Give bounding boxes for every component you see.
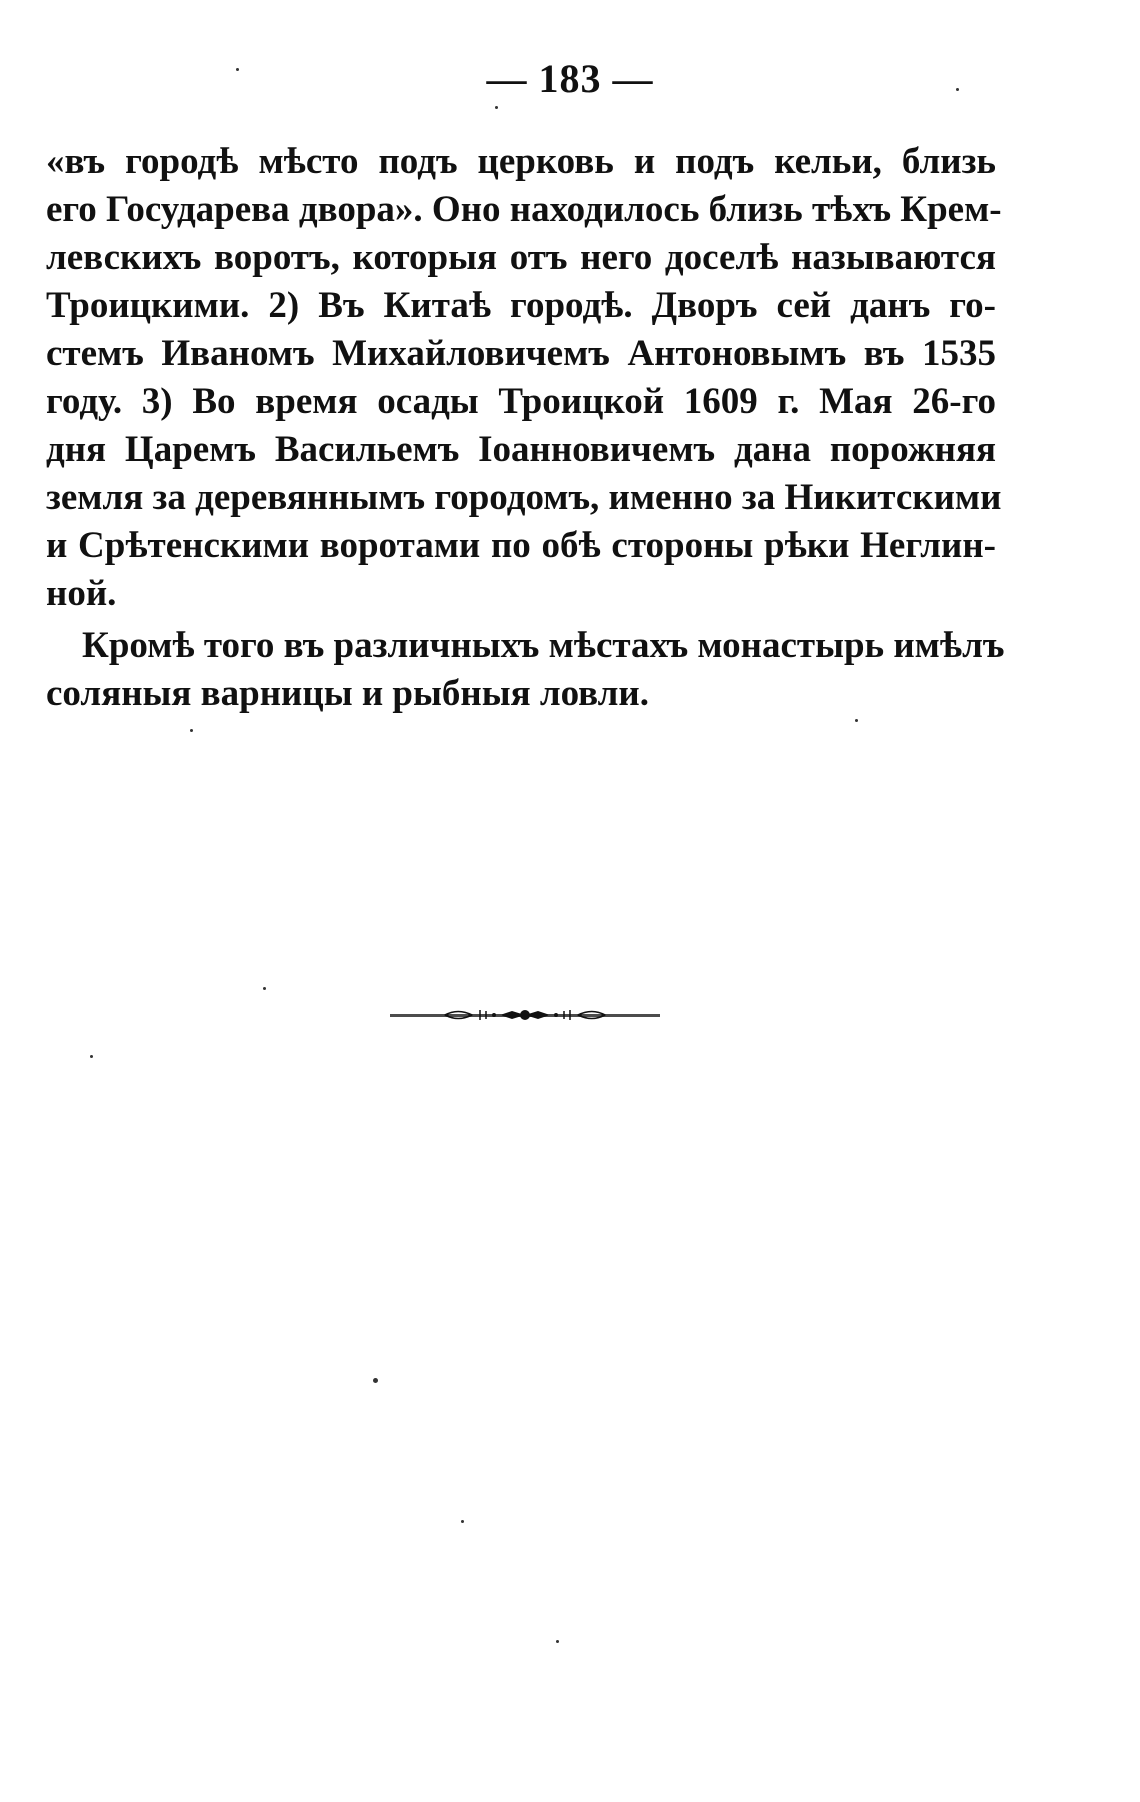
print-speck (495, 106, 498, 109)
text-line: его Государева двора». Оно находилось близь тѣхъ Крем- (46, 189, 1002, 230)
text-line: «въ городѣ мѣсто подъ церковь и подъ кельи, близь (46, 141, 996, 182)
decorative-rule-icon (390, 1000, 660, 1030)
page-number: — 183 — (486, 56, 654, 101)
print-speck (263, 987, 266, 990)
body-text (46, 138, 1005, 718)
print-speck (855, 719, 858, 722)
print-speck (556, 1640, 559, 1643)
print-speck (236, 68, 239, 71)
print-speck (190, 729, 193, 732)
text-line: соляныя варницы и рыбныя ловли. (46, 673, 650, 714)
paragraph (46, 138, 1002, 618)
text-line: дня Царемъ Васильемъ Іоанновичемъ дана порожняя (46, 429, 996, 470)
text-line: стемъ Иваномъ Михайловичемъ Антоновымъ въ 1535 (46, 333, 996, 374)
text-line: левскихъ воротъ, которыя отъ него доселѣ называются (46, 237, 996, 278)
print-speck (373, 1378, 378, 1383)
paragraph (46, 622, 1005, 718)
text-line: ной. (46, 573, 117, 614)
text-line: Кромѣ того въ различныхъ мѣстахъ монастырь имѣлъ (82, 625, 1005, 666)
text-line: земля за деревяннымъ городомъ, именно за Никитскими (46, 477, 1002, 518)
print-speck (956, 88, 959, 91)
text-line: и Срѣтенскими воротами по обѣ стороны рѣки Неглин- (46, 525, 996, 566)
text-line: Троицкими. 2) Въ Китаѣ городѣ. Дворъ сей данъ го- (46, 285, 996, 326)
print-speck (90, 1055, 93, 1058)
print-speck (461, 1520, 464, 1523)
text-line: году. 3) Во время осады Троицкой 1609 г. Мая 26-го (46, 381, 996, 422)
